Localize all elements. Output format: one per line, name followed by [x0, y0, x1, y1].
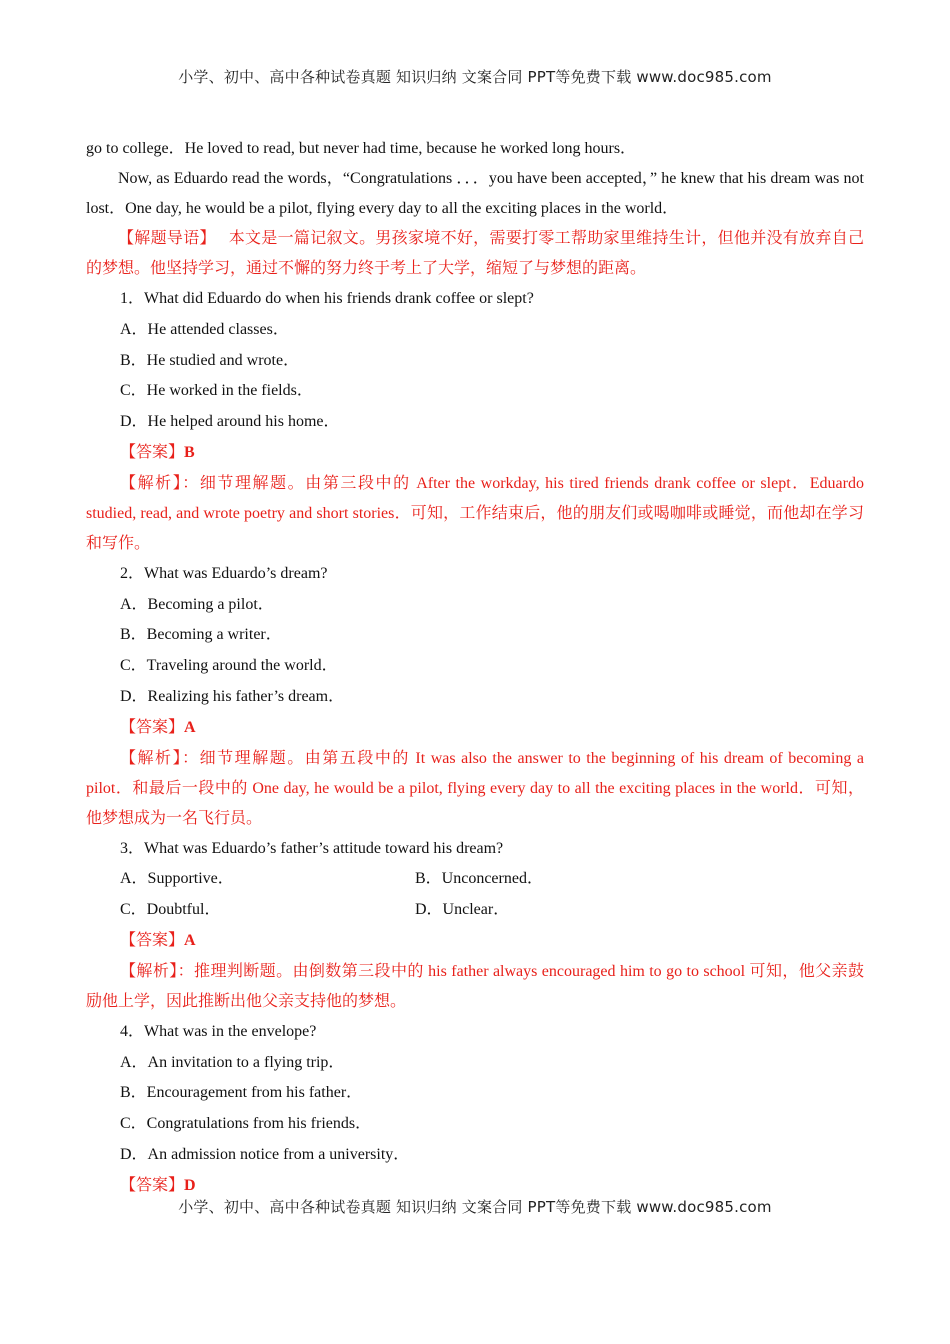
- explanation-text: 细节理解题。由第五段中的 It was also the answer to the beginning of his dream of becoming a pilot．和最后一段中的 One day, he would be a pilot, flying every day to all the exciting places in the world．可知，他梦想成为一名飞行员。: [86, 749, 864, 827]
- option-row-ab: [86, 864, 864, 895]
- question-stem: 1．What did Eduardo do when his friends drank coffee or slept?: [120, 290, 534, 307]
- option-b: B．Becoming a writer．: [120, 626, 282, 644]
- option-b: B．He studied and wrote．: [120, 351, 300, 369]
- option-c: C．Doubtful．: [120, 901, 221, 919]
- question-stem: 2．What was Eduardo’s dream?: [120, 564, 328, 582]
- answer-line: [86, 926, 864, 957]
- question-stem: 3．What was Eduardo’s father’s attitude toward his dream?: [120, 839, 504, 857]
- option-c: C．Congratulations from his friends．: [120, 1115, 372, 1133]
- explanation-text: 细节理解题。由第三段中的 After the workday, his tired friends drank coffee or slept．Eduardo studied, read, and wrote poetry and short stories．可知，工作结束后，他的朋友们或喝咖啡或睡觉，而他却在学习和写作。: [86, 474, 864, 552]
- question-2: [86, 559, 864, 834]
- explanation-label: 【解析】：: [120, 474, 200, 492]
- explanation: [86, 469, 864, 559]
- explanation-label: 【解析】：: [120, 962, 195, 980]
- question-stem: 4．What was in the envelope?: [120, 1022, 317, 1040]
- option-d: D．An admission notice from a university．: [120, 1145, 410, 1163]
- explanation: [86, 744, 864, 834]
- question-4: [86, 1017, 864, 1202]
- option-b: B．Encouragement from his father．: [120, 1084, 363, 1102]
- answer-value: A: [184, 931, 196, 949]
- option-d: D．He helped around his home．: [120, 413, 340, 431]
- answer-label: 【答案】: [120, 931, 185, 949]
- answer-value: B: [184, 443, 195, 461]
- answer-value: A: [184, 718, 196, 736]
- option-a: A．An invitation to a flying trip．: [120, 1053, 345, 1071]
- option-b: B．Unconcerned．: [415, 870, 543, 888]
- answer-line: [86, 438, 864, 469]
- reading-guide: [86, 224, 864, 284]
- explanation-text: 推理判断题。由倒数第三段中的 his father always encouraged him to go to school 可知，他父亲鼓励他上学，因此推断出他父亲支持他的梦想。: [86, 962, 864, 1010]
- page-footer: 小学、初中、高中各种试卷真题 知识归纳 文案合同 PPT等免费下载 www.doc985.com: [178, 1198, 772, 1216]
- option-row-cd: [86, 895, 864, 926]
- explanation: [86, 957, 864, 1017]
- option-a: A．He attended classes．: [120, 320, 289, 338]
- page-header: 小学、初中、高中各种试卷真题 知识归纳 文案合同 PPT等免费下载 www.doc985.com: [178, 68, 772, 86]
- document-body: [86, 134, 864, 1202]
- answer-line: [86, 713, 864, 744]
- explanation-label: 【解析】：: [120, 749, 200, 767]
- question-1: [86, 284, 864, 559]
- option-c: C．He worked in the fields．: [120, 382, 313, 400]
- answer-value: D: [184, 1176, 196, 1194]
- guide-label: 【解题导语】: [118, 230, 216, 247]
- option-d: D．Unclear．: [415, 901, 510, 919]
- guide-text: 本文是一篇记叙文。男孩家境不好，需要打零工帮助家里维持生计，但他并没有放弃自己的梦想。他坚持学习，通过不懈的努力终于考上了大学，缩短了与梦想的距离。: [86, 230, 864, 277]
- passage-paragraph-1: go to college．He loved to read, but never had time, because he worked long hours．: [86, 140, 637, 157]
- option-a: A．Becoming a pilot．: [120, 595, 274, 613]
- option-a: A．Supportive．: [120, 870, 234, 888]
- answer-label: 【答案】: [120, 443, 185, 461]
- answer-label: 【答案】: [120, 718, 185, 736]
- option-d: D．Realizing his father’s dream．: [120, 687, 345, 705]
- answer-label: 【答案】: [120, 1176, 185, 1194]
- question-3: [86, 834, 864, 1017]
- option-c: C．Traveling around the world．: [120, 657, 338, 675]
- passage-paragraph-2: Now, as Eduardo read the words，“Congratulations ．．．you have been accepted，” he knew that his dream was not lost．One day, he would be a pilot, flying every day to all the exciting places in the world．: [86, 170, 864, 217]
